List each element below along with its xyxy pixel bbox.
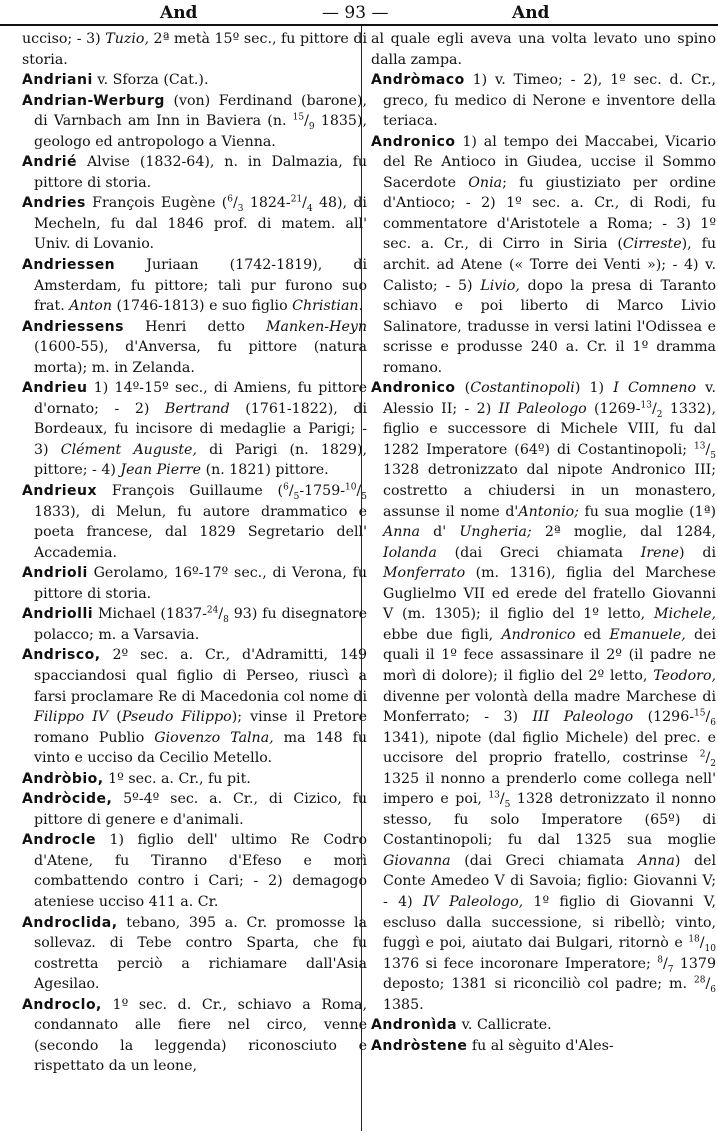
entry-headword: Andròmaco [371,72,465,89]
dictionary-entry [22,255,367,317]
header-right-guide-word: And [512,3,550,23]
entry-headword: Androclo, [22,996,102,1013]
entry-headword: Andriolli [22,606,94,623]
entry-headword: Andries [22,195,86,212]
dictionary-entry [371,70,716,132]
entry-body: v. Callicrate. [457,1017,552,1034]
dictionary-entry [22,70,367,91]
header-left-guide-word: And [160,3,198,23]
entry-headword: Andriani [22,72,93,89]
entry-headword: Andrieu [22,380,88,397]
entry-body: 1) v. Timeo; - 2), 1º sec. d. Cr., greco, fu medico di Nerone e inventore della teriaca. [383,72,716,130]
entry-body: François Guillaume ($^6/_5-1759-^{10}/_5$ 1833), di Melun, fu autore drammatico e poeta francese, dal 1829 Segretario dell' Accademia. [34,482,367,561]
dictionary-entry [22,317,367,379]
page-number: — 93 — [322,3,389,23]
dictionary-entry [22,481,367,563]
entry-headword: Andronìda [371,1017,458,1034]
dictionary-entry [22,789,367,830]
entry-body: Alvise (1832-64), n. in Dalmazia, fu pittore di storia. [34,154,367,191]
entry-body: fu al sèguito d'Ales- [467,1037,614,1054]
entry-body: al quale egli aveva una volta levato uno spino dalla zampa. [371,31,716,68]
entry-body: 1) 14º-15º sec., di Amiens, fu pittore d'ornato; - 2) Bertrand (1761-1822), di Bordeaux, fu incisore di medaglie a Parigi; - 3) Clément Auguste, di Parigi (n. 1829), pittore; - 4) Jean Pierre (n. 1821) pittore. [34,380,367,479]
entry-body: Gerolamo, 16º-17º sec., di Verona, fu pittore di storia. [34,565,367,602]
entry-headword: Androclida, [22,914,118,931]
dictionary-entry [22,645,367,768]
entry-headword: Androcle [22,832,96,849]
dictionary-entry [22,604,367,645]
entry-headword: Andriessens [22,318,124,335]
dictionary-entry [371,1015,716,1036]
entry-headword: Andrian-Werburg [22,92,165,109]
entry-body: 1) al tempo dei Maccabei, Vicario del Re Antioco in Giudea, uccise il Sommo Sacerdote Onia; fu giustiziato per ordine d'Antioco; - 2) 1º sec. a. Cr., di Rodi, fu commentatore d'Aristotele a Roma; - 3) 1º sec. a. Cr., di Cirro in Siria (Cirreste), fu archit. ad Atene (« Torre dei Venti »); - 4) v. Calisto; - 5) Livio, dopo la presa di Taranto schiavo e poi liberto di Marco Livio Salinatore, tradusse in versi latini l'Odissea e scrisse e produsse 240 a. Cr. il 1º dramma romano. [383,133,716,376]
dictionary-entry [22,769,367,790]
dictionary-entry [22,193,367,255]
left-column [22,29,367,1077]
entry-body: tebano, 395 a. Cr. promosse la sollevaz. di Tebe contro Sparta, che fu costretta perciò a richiamare dall'Asia Agesilao. [34,914,367,993]
dictionary-entry [22,152,367,193]
dictionary-entry [22,563,367,604]
entry-headword: Andròbio, [22,770,104,787]
entry-headword: Andrieux [22,483,98,500]
entry-headword: Andriessen [22,257,116,274]
dictionary-entry [22,913,367,995]
dictionary-entry [22,995,367,1077]
entry-headword: Andrié [22,154,78,171]
dictionary-entry [22,91,367,153]
entry-body: 1º sec. a. Cr., fu pit. [103,770,251,787]
entry-body: 1º sec. d. Cr., schiavo a Roma, condannato alle fiere nel circo, venne (secondo la leggenda) riconosciuto e rispettato da un leone, [34,996,367,1075]
entry-body: Michael ($1837-^{24}/_8$ 93) fu disegnatore polacco; m. a Varsavia. [34,605,367,643]
entry-body: 2º sec. a. Cr., d'Adramitti, 149 spacciandosi qual figlio di Perseo, riuscì a farsi proclamare Re di Macedonia col nome di Filippo IV (Pseudo Filippo); vinse il Pretore romano Publio Giovenzo Talna, ma 148 fu vinto e ucciso da Cecilio Metello. [34,647,368,767]
entry-body: Juriaan (1742-1819), di Amsterdam, fu pittore; tali pur furono suo frat. Anton (1746-1813) e suo figlio Christian. [34,257,367,315]
entry-headword: Andrisco, [22,647,101,664]
entry-body: François Eugène ($^6/_3$ $1824-^{21}/_4$ 48), di Mecheln, fu dal 1846 prof. di matem. all' Univ. di Lovanio. [34,194,367,253]
entry-body: 1) figlio dell' ultimo Re Codro d'Atene, fu Tiranno d'Efeso e morì combattendo contro i Cari; - 2) demagogo ateniese ucciso 411 a. Cr. [34,832,367,910]
entry-headword: Andròcide, [22,791,113,808]
entry-headword: Andrioli [22,565,88,582]
entry-body: (von) Ferdinand (barone), di Varnbach am Inn in Baviera (n. $^{15}/_9$ 1835), geologo ed antropologo a Vienna. [34,92,367,150]
entry-headword: Andròstene [371,1037,468,1054]
dictionary-entry [371,1036,716,1057]
dictionary-entry [22,830,367,912]
entry-body: ucciso; - 3) Tuzio, 2ª metà 15º sec., fu pittore di storia. [22,31,367,68]
entry-body: 5º-4º sec. a. Cr., di Cizico, fu pittore di genere e d'animali. [34,791,367,828]
entry-body: (Costantinopoli) 1) I Comneno v. Alessio II; - 2) II Paleologo ($1269-^{13}/_2$ 1332), figlio e successore di Michele VIII, fu dal 1282 Imperatore (64º) di Costantinopoli; $^{13}/_5$ 1328 detronizzato dal nipote Andronico III; costretto a chiudersi in un monastero, assunse il nome d'Antonio; fu sua moglie (1ª) Anna d' Ungheria; 2ª moglie, dal 1284, Iolanda (dai Greci chiamata Irene) di Monferrato (m. 1316), figlia del Marchese Guglielmo VII ed erede del fratello Giovanni V (m. 1305); il figlio del 1º letto, Michele, ebbe due figli, Andronico ed Emanuele, dei quali il 1º fece assassinare il 2º (il padre ne morì di dolore); il figlio del 2º letto, Teodoro, divenne per volontà della madre Marchese di Monferrato; - 3) III Paleologo ($1296-^{15}/_6$ 1341), nipote (dal figlio Michele) del prec. e uccisore del proprio fratello, costrinse $^2/_2$ 1325 il nonno a prenderlo come collega nell' impero e poi, $^{13}/_5$ 1328 detronizzato il nonno stesso, fu solo Imperatore (65º) di Costantinopoli; fu dal 1325 sua moglie Giovanna (dai Greci chiamata Anna) del Conte Amedeo V di Savoia; figlio: Giovanni V; - 4) IV Paleologo, 1º figlio di Giovanni V, escluso dalla successione, si ribellò; vinto, fuggì e poi, aiutato dai Bulgari, ritornò e $^{18}/_{10}$ 1376 si fece incoronare Imperatore; $^8/_7$ 1379 deposto; 1381 si riconciliò col padre; m. $^{28}/_6$ 1385. [383,380,717,1013]
entry-headword: Andronico [371,133,456,150]
dictionary-entry [22,378,367,481]
right-column [371,29,716,1056]
page-header [0,0,718,26]
continued-entry-text [22,29,367,70]
continued-entry-text [371,29,716,70]
dictionary-entry [371,132,716,379]
entry-body: v. Sforza (Cat.). [92,72,209,89]
entry-body: Henri detto Manken-Heyn (1600-55), d'Anversa, fu pittore (natura morta); m. in Zelanda. [34,318,367,376]
entry-headword: Andronico [371,380,456,397]
dictionary-entry [371,378,716,1015]
